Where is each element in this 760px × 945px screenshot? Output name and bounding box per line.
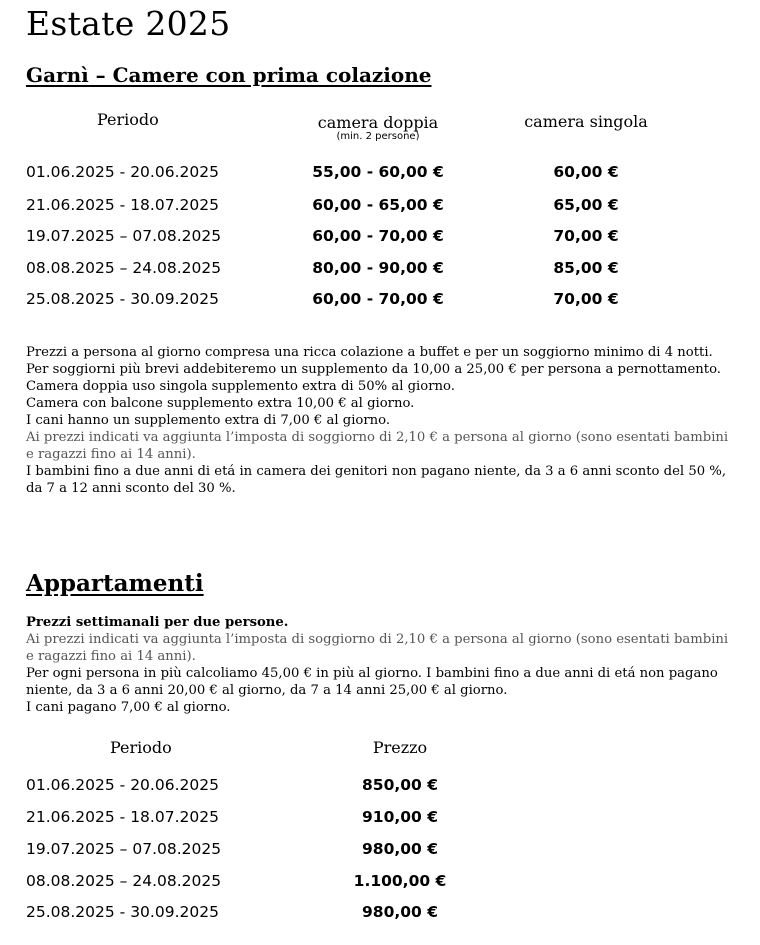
garni-heading: Garnì – Camere con prima colazione xyxy=(26,63,432,87)
garni-row-double: 55,00 - 60,00 € xyxy=(312,163,444,181)
apartments-row-period: 08.08.2025 – 24.08.2025 xyxy=(26,872,222,890)
garni-row-single: 65,00 € xyxy=(553,196,619,214)
apartments-row-price: 850,00 € xyxy=(362,776,438,794)
garni-row-period: 25.08.2025 - 30.09.2025 xyxy=(26,290,219,308)
garni-row-period: 01.06.2025 - 20.06.2025 xyxy=(26,163,219,181)
apartments-row-price: 910,00 € xyxy=(362,808,438,826)
garni-row-single: 85,00 € xyxy=(553,259,619,277)
garni-note: Camera doppia uso singola supplemento extra di 50% al giorno. xyxy=(26,379,455,394)
garni-row-period: 19.07.2025 – 07.08.2025 xyxy=(26,227,222,245)
apartments-row-period: 25.08.2025 - 30.09.2025 xyxy=(26,903,219,921)
garni-col-single: camera singola xyxy=(524,112,648,131)
garni-row-single: 60,00 € xyxy=(553,163,619,181)
apartments-heading: Appartamenti xyxy=(26,570,204,597)
apartments-col-price: Prezzo xyxy=(372,738,428,757)
garni-col-double: camera doppia xyxy=(317,113,439,132)
garni-note-tax: Ai prezzi indicati va aggiunta l’imposta di soggiorno di 2,10 € a persona al giorno (sono esentati bambini e ragazzi fino ai 14 anni). xyxy=(26,430,729,462)
apartments-row-price: 980,00 € xyxy=(362,840,438,858)
apartments-row-price: 1.100,00 € xyxy=(353,872,447,890)
garni-note: I cani hanno un supplemento extra di 7,00 € al giorno. xyxy=(26,413,391,428)
apartments-note-tax: Ai prezzi indicati va aggiunta l’imposta di soggiorno di 2,10 € a persona al giorno (sono esentati bambini e ragazzi fino ai 14 anni). xyxy=(26,632,729,664)
garni-note: I bambini fino a due anni di etá in camera dei genitori non pagano niente, da 3 a 6 anni sconto del 50 %, da 7 a 12 anni sconto del 30 %. xyxy=(26,464,727,496)
apartments-row-period: 19.07.2025 – 07.08.2025 xyxy=(26,840,222,858)
apartments-note: Per ogni persona in più calcoliamo 45,00 € in più al giorno. I bambini fino a due anni di etá non pagano niente, da 3 a 6 anni 20,00 € al giorno, da 7 a 14 anni 25,00 € al giorno. xyxy=(26,666,718,698)
garni-col-double-note: (min. 2 persone) xyxy=(336,131,420,142)
garni-notes xyxy=(26,344,738,497)
garni-row-single: 70,00 € xyxy=(553,290,619,308)
garni-note: Per soggiorni più brevi addebiteremo un supplemento da 10,00 a 25,00 € per persona a pernottamento. xyxy=(26,362,721,377)
garni-row-period: 21.06.2025 - 18.07.2025 xyxy=(26,196,219,214)
garni-row-double: 60,00 - 65,00 € xyxy=(312,196,444,214)
apartments-notes xyxy=(26,614,738,716)
garni-note: Prezzi a persona al giorno compresa una ricca colazione a buffet e per un soggiorno minimo di 4 notti. xyxy=(26,345,713,360)
apartments-note: I cani pagano 7,00 € al giorno. xyxy=(26,700,231,715)
apartments-col-period: Periodo xyxy=(110,738,172,757)
garni-col-period: Periodo xyxy=(97,110,159,129)
garni-note: Camera con balcone supplemento extra 10,00 € al giorno. xyxy=(26,396,415,411)
garni-row-double: 60,00 - 70,00 € xyxy=(312,227,444,245)
page-title: Estate 2025 xyxy=(26,4,231,43)
apartments-row-price: 980,00 € xyxy=(362,903,438,921)
garni-row-double: 60,00 - 70,00 € xyxy=(312,290,444,308)
apartments-subheading: Prezzi settimanali per due persone. xyxy=(26,615,289,630)
garni-row-single: 70,00 € xyxy=(553,227,619,245)
garni-row-period: 08.08.2025 – 24.08.2025 xyxy=(26,259,222,277)
garni-row-double: 80,00 - 90,00 € xyxy=(312,259,444,277)
apartments-row-period: 21.06.2025 - 18.07.2025 xyxy=(26,808,219,826)
apartments-row-period: 01.06.2025 - 20.06.2025 xyxy=(26,776,219,794)
